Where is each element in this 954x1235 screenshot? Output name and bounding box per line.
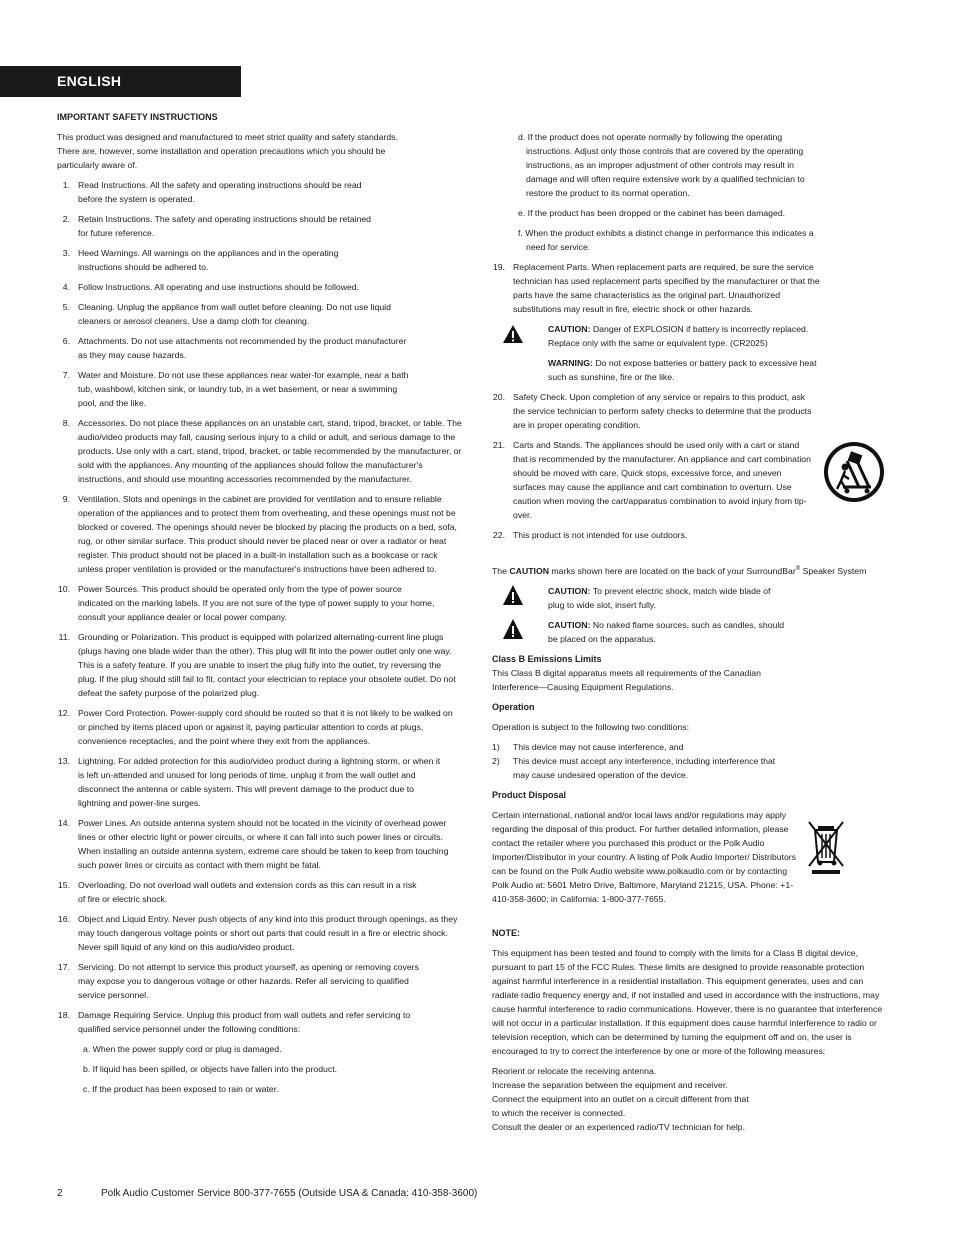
page-footer [57, 1188, 477, 1199]
sub-item: f. When the product exhibits a distinct change in performance this indicates a need for service. [518, 228, 814, 252]
caution-marks-note: The CAUTION marks shown here are located on the back of your SurroundBar® Speaker System [492, 565, 867, 576]
warning-label: WARNING: [548, 358, 593, 368]
list-item: 1) This device may not cause interference, and [492, 741, 684, 752]
class-b-text: This Class B digital apparatus meets all requirements of the Canadian Interference—Causing Equipment Regulations. [492, 667, 761, 692]
list-item: 9. Ventilation. Slots and openings in the cabinet are provided for ventilation and to ensure reliable operation of the appliances and to protect them from overheating, and these openings must not be blocked or covered. The openings should never be blocked by placing the products on a bed, sofa, rug, or other similar surface. This product should never be placed near or over a radiator or heat register. This product should not be placed in a built-in installation such as a bookcase or rack unless proper ventilation is provided or the manufacturer's instructions have been adhered to. [62, 494, 457, 574]
cart-tip-over-warning-icon [823, 441, 885, 503]
list-item: 6. Attachments. Do not use attachments not recommended by the product manufacturer as they may cause hazards. [62, 336, 407, 360]
page-number: 2 [57, 1188, 63, 1199]
product-disposal-heading: Product Disposal [492, 789, 567, 800]
sub-item: e. If the product has been dropped or the cabinet has been damaged. [518, 208, 786, 218]
list-item: 10. Power Sources. This product should be operated only from the type of power source indicated on the marking labels. If you are not sure of the type of power supply to your home, consult your appliance dealer or local power company. [57, 584, 435, 622]
list-item: 8. Accessories. Do not place these appliances on an unstable cart, stand, tripod, bracket, or table. The audio/video products may fall, causing serious injury to a child or adult, and serious damage to the products. Use only with a cart, stand, tripod, bracket, or table recommended by the manufacturer, or sold with the appliances. Any mounting of the appliances should follow the manufacturer's instructions, and should use mounting accessories recommended by the manufacturer. [62, 418, 462, 484]
operation-conditions-list [492, 740, 892, 782]
list-item: 7. Water and Moisture. Do not use these appliances near water-for example, near a bath tub, washbowl, kitchen sink, or laundry tub, in a wet basement, or near a swimming pool, and the like. [62, 370, 409, 408]
list-item: 22. This product is not intended for use outdoors. [492, 530, 688, 540]
operation-text: Operation is subject to the following two conditions: [492, 721, 690, 732]
battery-caution: CAUTION: Danger of EXPLOSION if battery is incorrectly replaced. Replace only with the same or equivalent type. (CR2025) [492, 322, 828, 350]
list-item: 14. Power Lines. An outside antenna system should not be located in the vicinity of overhead power lines or other electric light or power circuits, or where it can fall into such power lines or circuits. When installing an outside antenna system, extreme care should be taken to keep from touching such power lines or circuits as contact with them might be fatal. [57, 818, 449, 870]
operation-heading: Operation [492, 701, 535, 712]
fcc-note-text: This equipment has been tested and found to comply with the limits for a Class B digital device, pursuant to part 15 of the FCC Rules. These limits are designed to provide reasonable protection against harmful interference in a residential installation. This equipment generates, uses and can radiate radio frequency energy and, if not installed and used in accordance with the instructions, may cause harmful interference to radio communications. However, there is no guarantee that interference will not occur in a particular installation. If this equipment does cause harmful interference to radio or television reception, which can be determined by turning the equipment off and on, the user is encouraged to try to correct the interference by one or more of the following measures: [492, 947, 883, 1056]
right-column [492, 130, 892, 1134]
measures-list [492, 1064, 752, 1134]
flame-caution: CAUTION: No naked flame sources, such as candles, should be placed on the apparatus. [492, 618, 788, 646]
safety-instructions-list-continued [492, 260, 892, 316]
list-item: 2. Retain Instructions. The safety and operating instructions should be retained for future reference. [62, 214, 371, 238]
sub-item: c. If the product has been exposed to rain or water. [83, 1084, 279, 1094]
list-item: 1. Read Instructions. All the safety and operating instructions should be read before the system is operated. [62, 180, 362, 204]
left-column [57, 110, 462, 1102]
class-b-heading: Class B Emissions Limits [492, 653, 602, 664]
list-item: 5. Cleaning. Unplug the appliance from wall outlet before cleaning. Do not use liquid cleaners or aerosol cleaners. Use a damp cloth for cleaning. [62, 302, 391, 326]
list-item: Connect the equipment into an outlet on a circuit different from that to which the receiver is connected. [492, 1093, 749, 1118]
electric-shock-caution: CAUTION: To prevent electric shock, match wide blade of plug to wide slot, insert fully. [492, 584, 788, 612]
list-item: 16. Object and Liquid Entry. Never push objects of any kind into this product through openings, as they may touch dangerous voltage points or short out parts that could result in a fire or electric shock. Never spill liquid of any kind on this audio/video product. [57, 914, 458, 952]
list-item: 11. Grounding or Polarization. This product is equipped with polarized alternating-current line plugs (plugs having one blade wider than the other). This plug will fit into the power outlet only one way. This is a safety feature. If you are unable to insert the plug fully into the outlet, try reversing the plug. If the plug should still fail to fit, contact your electrician to replace your obsolete outlet. Do not defeat the safety purpose of the polarized plug. [58, 632, 456, 698]
sub-item: b. If liquid has been spilled, or objects have fallen into the product. [83, 1064, 338, 1074]
list-item: 17. Servicing. Do not attempt to service this product yourself, as opening or removing covers may expose you to dangerous voltage or other hazards. Refer all servicing to qualified service personnel. [57, 962, 419, 1000]
language-banner [0, 66, 241, 97]
note-heading: NOTE: [492, 927, 520, 938]
sub-item: d. If the product does not operate normally by following the operating instructions. Adjust only those controls that are covered by the operating instructions, as an improper adjustment of other controls may result in damage and will often require extensive work by a qualified technician to restore the product to its normal operation. [518, 132, 805, 198]
weee-crossed-bin-icon [806, 820, 846, 876]
product-disposal-text: Certain international, national and/or local laws and/or regulations may apply regarding the disposal of this product. For further detailed information, please contact the retailer where you purchased this product or the Polk Audio Importer/Distributor in your country. A listing of Polk Audio Importer/ Distributors can be found on the Polk Audio website www.polkaudio.com or by contacting Polk Audio at: 5601 Metro Drive, Baltimore, Maryland 21215, USA. Phone: +1-410-358-3600; in California: 1-800-377-7655. [492, 809, 797, 904]
sub-item: a. When the power supply cord or plug is damaged. [83, 1044, 282, 1054]
list-item: 4. Follow Instructions. All operating and use instructions should be followed. [62, 282, 360, 292]
caution-label: CAUTION: [548, 324, 591, 334]
list-item: 2) This device must accept any interference, including interference that may cause undesired operation of the device. [492, 755, 776, 780]
list-item: 13. Lightning. For added protection for this audio/video product during a lightning storm, or when it is left un-attended and unused for long periods of time, unplug it from the wall outlet and disconnect the antenna or cable system. This will prevent damage to the product due to lightning and power-line surges. [57, 756, 441, 808]
battery-warning: WARNING: Do not expose batteries or battery pack to excessive heat such as sunshine, fire or the like. [548, 358, 817, 382]
list-item: 19. Replacement Parts. When replacement parts are required, be sure the service technician has used replacement parts specified by the manufacturer or that the parts have the same characteristics as the original part. Unauthorized substitutions may result in fire, electric shock or other hazards. [492, 262, 820, 314]
list-item: 12. Power Cord Protection. Power-supply cord should be routed so that it is not likely to be walked on or pinched by items placed upon or against it, paying particular attention to cords at plugs, convenience receptacles, and the point where they exit from the appliances. [57, 708, 453, 746]
customer-service-text: Polk Audio Customer Service 800-377-7655 (Outside USA & Canada: 410-358-3600) [101, 1188, 478, 1199]
caution-label: CAUTION: [548, 585, 591, 596]
warning-triangle-icon [502, 584, 524, 606]
section-heading: IMPORTANT SAFETY INSTRUCTIONS [57, 112, 218, 122]
list-item: 18. Damage Requiring Service. Unplug this product from wall outlets and refer servicing to qualified service personnel under the following conditions: [57, 1010, 411, 1034]
intro-paragraph: This product was designed and manufactured to meet strict quality and safety standards. There are, however, some installation and operation precautions which you should be particularly aware of. [57, 132, 398, 170]
list-item: 3. Heed Warnings. All warnings on the appliances and in the operating instructions should be adhered to. [62, 248, 339, 272]
list-item: Consult the dealer or an experienced radio/TV technician for help. [492, 1121, 746, 1132]
list-item: 20. Safety Check. Upon completion of any service or repairs to this product, ask the service technician to perform safety checks to determine that the products are in proper operating condition. [492, 392, 812, 430]
warning-triangle-icon [502, 324, 524, 344]
list-item: 15. Overloading. Do not overload wall outlets and extension cords as this can result in a risk of fire or electric shock. [57, 880, 417, 904]
warning-triangle-icon [502, 618, 524, 640]
list-item: Reorient or relocate the receiving antenna. [492, 1065, 657, 1076]
language-label: ENGLISH [57, 73, 122, 89]
list-item: 21. Carts and Stands. The appliances should be used only with a cart or stand that is recommended by the manufacturer. An appliance and cart combination should be moved with care. Quick stops, excessive force, and uneven surfaces may cause the appliance and cart combination to overturn. Use caution when moving the cart/apparatus combination to avoid injury from tip-over. [492, 440, 811, 520]
list-item: Increase the separation between the equipment and receiver. [492, 1079, 728, 1090]
safety-instructions-list [57, 178, 462, 1036]
caution-label: CAUTION: [548, 619, 591, 630]
